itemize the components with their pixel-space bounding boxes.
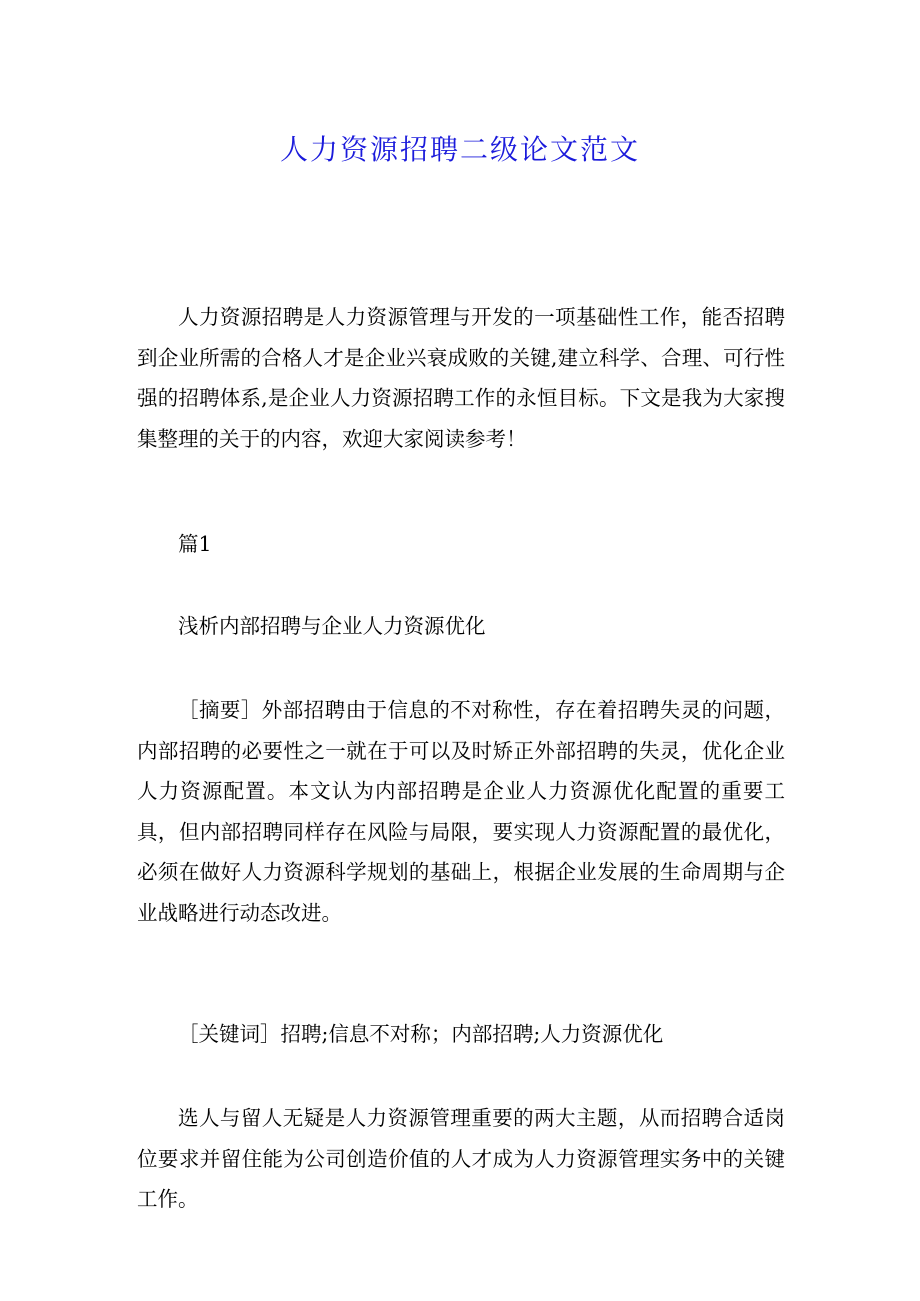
body-paragraph: 选人与留人无疑是人力资源管理重要的两大主题，从而招聘合适岗位要求并留住能为公司创造价值的人才成为人力资源管理实务中的关键工作。 [137,1106,785,1211]
abstract-paragraph: ［摘要］外部招聘由于信息的不对称性，存在着招聘失灵的问题，内部招聘的必要性之一就在于可以及时矫正外部招聘的失灵，优化企业人力资源配置。本文认为内部招聘是企业人力资源优化配置的重要工具，但内部招聘同样存在风险与局限，要实现人力资源配置的最优化，必须在做好人力资源科学规划的基础上，根据企业发展的生命周期与企业战略进行动态改进。 [137,698,785,925]
keywords-paragraph: ［关键词］招聘;信息不对称；内部招聘;人力资源优化 [178,1022,664,1046]
document-title: 人力资源招聘二级论文范文 [279,133,640,166]
section-heading: 篇1 [178,532,212,556]
intro-paragraph: 人力资源招聘是人力资源管理与开发的一项基础性工作，能否招聘到企业所需的合格人才是企业兴衰成败的关键,建立科学、合理、可行性强的招聘体系,是企业人力资源招聘工作的永恒目标。下文是我为大家搜集整理的关于的内容，欢迎大家阅读参考！ [137,305,785,451]
article-subtitle: 浅析内部招聘与企业人力资源优化 [178,614,486,638]
